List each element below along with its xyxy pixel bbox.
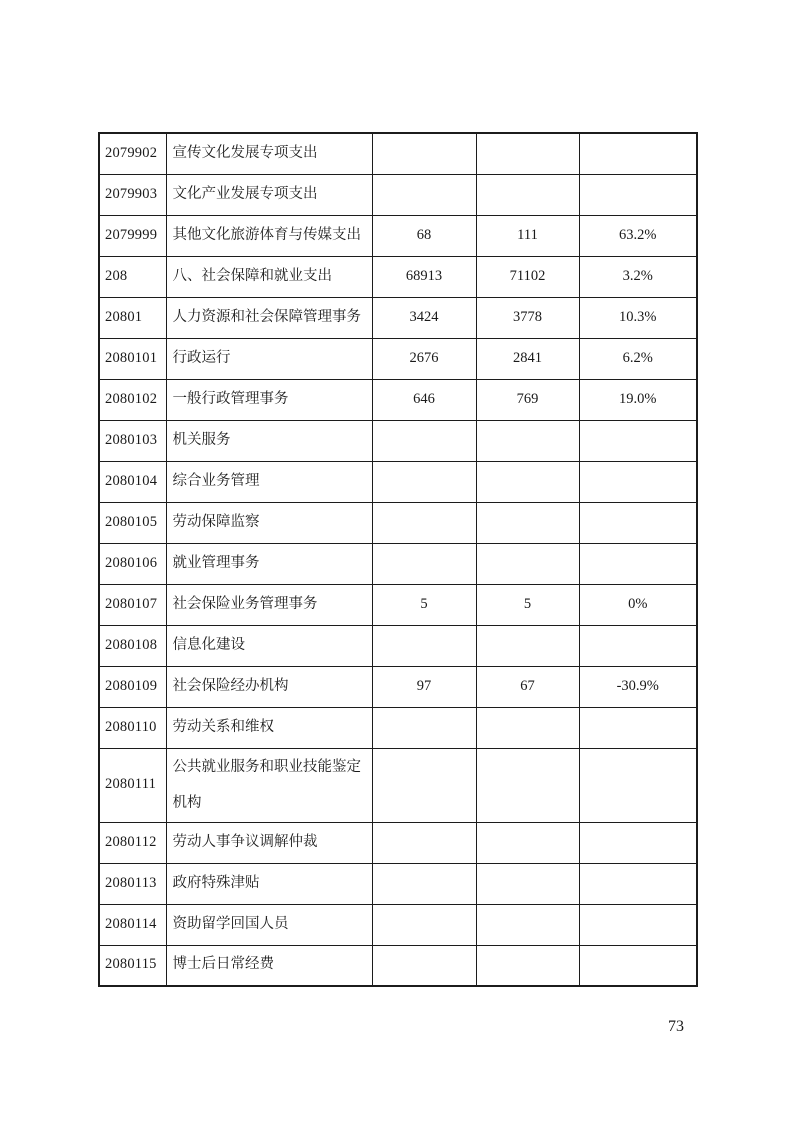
cell-change-percent bbox=[579, 904, 697, 945]
table-row bbox=[99, 904, 697, 945]
cell-value-1 bbox=[372, 707, 476, 748]
cell-value-2 bbox=[476, 707, 579, 748]
page-number: 73 bbox=[668, 1018, 684, 1035]
table-row bbox=[99, 256, 697, 297]
table-row bbox=[99, 297, 697, 338]
cell-function-code: 2080103 bbox=[99, 420, 166, 461]
table-row bbox=[99, 174, 697, 215]
cell-item-name: 宣传文化发展专项支出 bbox=[166, 133, 372, 174]
cell-item-name: 就业管理事务 bbox=[166, 543, 372, 584]
cell-value-2: 769 bbox=[476, 379, 579, 420]
cell-function-code: 2080108 bbox=[99, 625, 166, 666]
cell-change-percent: 3.2% bbox=[579, 256, 697, 297]
cell-value-2: 71102 bbox=[476, 256, 579, 297]
table-row bbox=[99, 748, 697, 822]
cell-value-2 bbox=[476, 822, 579, 863]
cell-value-1 bbox=[372, 133, 476, 174]
table-row bbox=[99, 822, 697, 863]
cell-item-name: 一般行政管理事务 bbox=[166, 379, 372, 420]
cell-change-percent bbox=[579, 945, 697, 986]
cell-item-name: 机关服务 bbox=[166, 420, 372, 461]
cell-value-1 bbox=[372, 904, 476, 945]
cell-item-name: 资助留学回国人员 bbox=[166, 904, 372, 945]
cell-item-name: 政府特殊津贴 bbox=[166, 863, 372, 904]
cell-value-1 bbox=[372, 543, 476, 584]
cell-value-2 bbox=[476, 502, 579, 543]
cell-function-code: 2080106 bbox=[99, 543, 166, 584]
cell-value-1 bbox=[372, 461, 476, 502]
cell-item-name: 博士后日常经费 bbox=[166, 945, 372, 986]
cell-change-percent bbox=[579, 133, 697, 174]
cell-item-name: 其他文化旅游体育与传媒支出 bbox=[166, 215, 372, 256]
cell-value-2: 3778 bbox=[476, 297, 579, 338]
cell-value-1: 2676 bbox=[372, 338, 476, 379]
cell-function-code: 20801 bbox=[99, 297, 166, 338]
cell-function-code: 2080102 bbox=[99, 379, 166, 420]
cell-change-percent bbox=[579, 625, 697, 666]
cell-change-percent: 10.3% bbox=[579, 297, 697, 338]
cell-value-2 bbox=[476, 174, 579, 215]
table-row bbox=[99, 502, 697, 543]
cell-function-code: 2080105 bbox=[99, 502, 166, 543]
cell-value-2 bbox=[476, 748, 579, 822]
cell-function-code: 2079999 bbox=[99, 215, 166, 256]
table-row bbox=[99, 666, 697, 707]
table-row bbox=[99, 707, 697, 748]
cell-value-1: 68913 bbox=[372, 256, 476, 297]
cell-value-1: 68 bbox=[372, 215, 476, 256]
table-row bbox=[99, 543, 697, 584]
cell-change-percent bbox=[579, 502, 697, 543]
cell-value-2: 67 bbox=[476, 666, 579, 707]
table-row bbox=[99, 584, 697, 625]
cell-value-1 bbox=[372, 502, 476, 543]
cell-value-1: 5 bbox=[372, 584, 476, 625]
cell-value-1 bbox=[372, 625, 476, 666]
cell-change-percent: 6.2% bbox=[579, 338, 697, 379]
cell-change-percent: 0% bbox=[579, 584, 697, 625]
cell-function-code: 2080111 bbox=[99, 748, 166, 822]
cell-function-code: 2080115 bbox=[99, 945, 166, 986]
cell-item-name: 行政运行 bbox=[166, 338, 372, 379]
cell-item-name: 劳动关系和维权 bbox=[166, 707, 372, 748]
cell-value-2 bbox=[476, 461, 579, 502]
cell-function-code: 2079902 bbox=[99, 133, 166, 174]
cell-value-1: 3424 bbox=[372, 297, 476, 338]
cell-change-percent: 19.0% bbox=[579, 379, 697, 420]
cell-change-percent bbox=[579, 420, 697, 461]
cell-value-2 bbox=[476, 625, 579, 666]
cell-value-2: 111 bbox=[476, 215, 579, 256]
table-row bbox=[99, 863, 697, 904]
table-row bbox=[99, 215, 697, 256]
cell-value-1 bbox=[372, 748, 476, 822]
cell-value-1: 646 bbox=[372, 379, 476, 420]
table-row bbox=[99, 945, 697, 986]
budget-expenditure-table bbox=[98, 132, 698, 987]
cell-value-2 bbox=[476, 543, 579, 584]
cell-change-percent bbox=[579, 863, 697, 904]
cell-value-2: 2841 bbox=[476, 338, 579, 379]
cell-item-name: 文化产业发展专项支出 bbox=[166, 174, 372, 215]
cell-item-name: 劳动保障监察 bbox=[166, 502, 372, 543]
table-row bbox=[99, 133, 697, 174]
table-row bbox=[99, 420, 697, 461]
cell-function-code: 2079903 bbox=[99, 174, 166, 215]
cell-change-percent bbox=[579, 707, 697, 748]
cell-change-percent bbox=[579, 543, 697, 584]
table-row bbox=[99, 379, 697, 420]
cell-value-2 bbox=[476, 863, 579, 904]
cell-function-code: 2080109 bbox=[99, 666, 166, 707]
cell-item-name: 社会保险业务管理事务 bbox=[166, 584, 372, 625]
cell-item-name: 综合业务管理 bbox=[166, 461, 372, 502]
cell-item-name: 劳动人事争议调解仲裁 bbox=[166, 822, 372, 863]
cell-change-percent: 63.2% bbox=[579, 215, 697, 256]
table-row bbox=[99, 461, 697, 502]
cell-value-1 bbox=[372, 945, 476, 986]
cell-function-code: 2080101 bbox=[99, 338, 166, 379]
cell-item-name: 社会保险经办机构 bbox=[166, 666, 372, 707]
cell-value-1 bbox=[372, 863, 476, 904]
cell-item-name: 八、社会保障和就业支出 bbox=[166, 256, 372, 297]
cell-item-name: 公共就业服务和职业技能鉴定机构 bbox=[166, 748, 372, 822]
cell-value-1 bbox=[372, 822, 476, 863]
cell-value-1 bbox=[372, 420, 476, 461]
table-row bbox=[99, 338, 697, 379]
budget-table-body bbox=[99, 133, 697, 986]
cell-change-percent: -30.9% bbox=[579, 666, 697, 707]
cell-change-percent bbox=[579, 748, 697, 822]
cell-value-1 bbox=[372, 174, 476, 215]
cell-change-percent bbox=[579, 461, 697, 502]
cell-function-code: 2080112 bbox=[99, 822, 166, 863]
cell-value-2: 5 bbox=[476, 584, 579, 625]
cell-value-2 bbox=[476, 133, 579, 174]
cell-item-name: 人力资源和社会保障管理事务 bbox=[166, 297, 372, 338]
cell-function-code: 2080110 bbox=[99, 707, 166, 748]
cell-value-2 bbox=[476, 420, 579, 461]
cell-function-code: 2080104 bbox=[99, 461, 166, 502]
table-row bbox=[99, 625, 697, 666]
cell-value-1: 97 bbox=[372, 666, 476, 707]
cell-change-percent bbox=[579, 174, 697, 215]
cell-function-code: 2080113 bbox=[99, 863, 166, 904]
cell-function-code: 2080114 bbox=[99, 904, 166, 945]
cell-function-code: 2080107 bbox=[99, 584, 166, 625]
cell-function-code: 208 bbox=[99, 256, 166, 297]
cell-change-percent bbox=[579, 822, 697, 863]
cell-item-name: 信息化建设 bbox=[166, 625, 372, 666]
cell-value-2 bbox=[476, 904, 579, 945]
cell-value-2 bbox=[476, 945, 579, 986]
